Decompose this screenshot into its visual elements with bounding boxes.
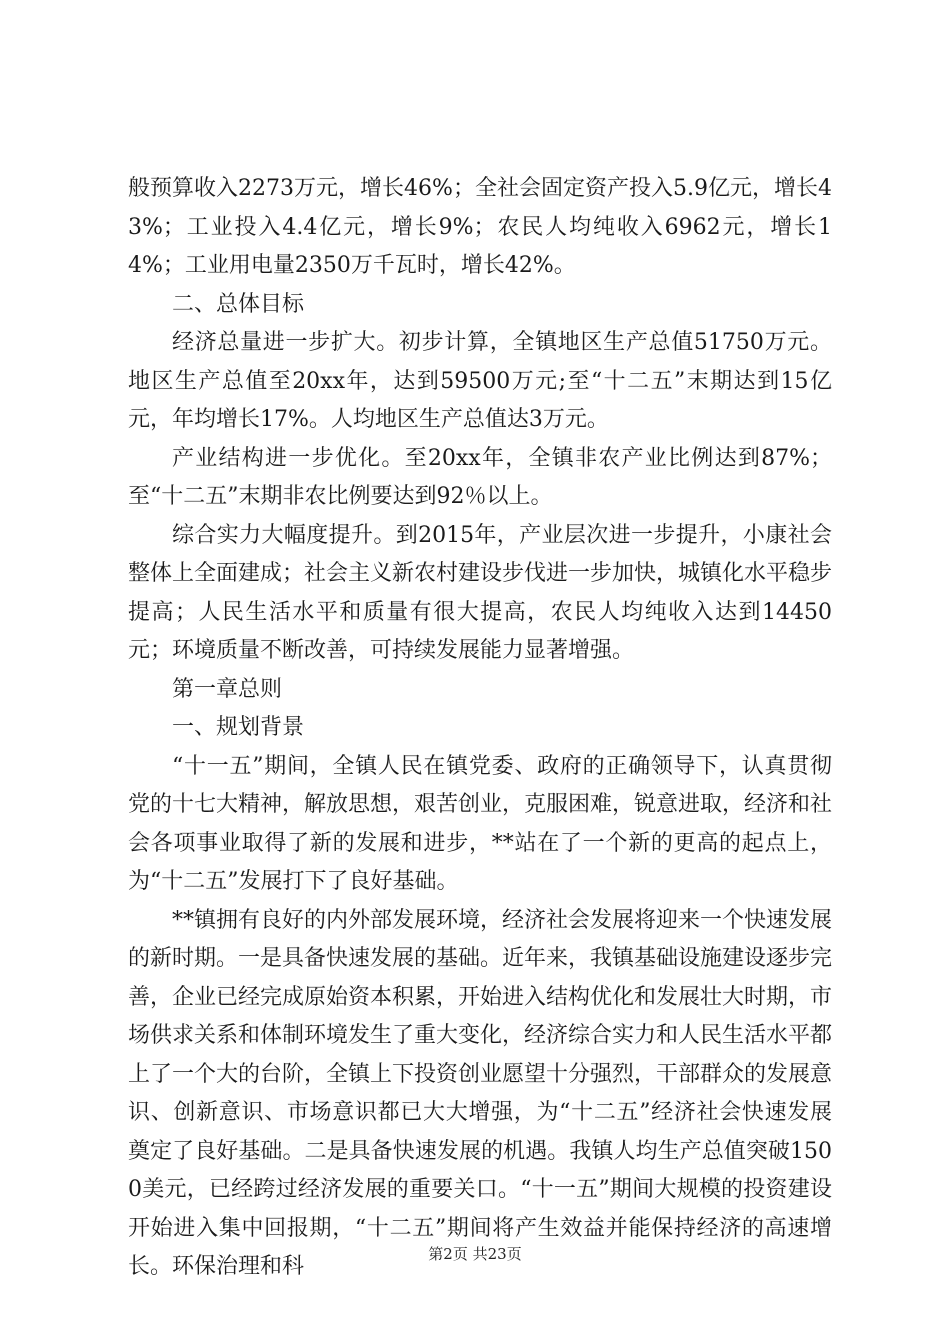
paragraph-economic-volume: 经济总量进一步扩大。初步计算，全镇地区生产总值51750万元。地区生产总值至20xx年，达到59500万元;至“十二五”末期达到15亿元，年均增长17%。人均地区生产总值达3万元。 — [128, 330, 832, 432]
document-body — [128, 170, 832, 1287]
paragraph-budget-summary: 般预算收入2273万元，增长46%；全社会固定资产投入5.9亿元，增长43%；工业投入4.4亿元，增长9%；农民人均纯收入6962元，增长14%；工业用电量2350万千瓦时，增长42%。 — [128, 176, 832, 278]
paragraph-eleventh-five-year: “十一五”期间，全镇人民在镇党委、政府的正确领导下，认真贯彻党的十七大精神，解放思想，艰苦创业，克服困难，锐意进取，经济和社会各项事业取得了新的发展和进步，**站在了一个新的更高的起点上，为“十二五”发展打下了良好基础。 — [128, 753, 833, 894]
page-number-footer: 第2页 共23页 — [428, 1245, 522, 1263]
chapter-heading-general-provisions: 第一章总则 — [172, 676, 283, 702]
paragraph-industrial-structure: 产业结构进一步优化。至20xx年，全镇非农产业比例达到87%；至“十二五”末期非农比例要达到92％以上。 — [128, 445, 832, 509]
section-heading-planning-background: 一、规划背景 — [172, 715, 305, 740]
paragraph-comprehensive-strength: 综合实力大幅度提升。到2015年，产业层次进一步提升，小康社会整体上全面建成；社会主义新农村建设步伐进一步加快，城镇化水平稳步提高；人民生活水平和质量有很大提高，农民人均纯收入达到14450元；环境质量不断改善，可持续发展能力显著增强。 — [128, 522, 833, 663]
section-heading-overall-goals: 二、总体目标 — [172, 291, 305, 317]
paragraph-development-environment: **镇拥有良好的内外部发展环境，经济社会发展将迎来一个快速发展的新时期。一是具备快速发展的基础。近年来，我镇基础设施建设逐步完善，企业已经完成原始资本积累，开始进入结构优化和发展壮大时期，市场供求关系和体制环境发生了重大变化，经济综合实力和人民生活水平都上了一个大的台阶，全镇上下投资创业愿望十分强烈，干部群众的发展意识、创新意识、市场意识都已大大增强，为“十二五”经济社会快速发展奠定了良好基础。二是具备快速发展的机遇。我镇人均生产总值突破1500美元，已经跨过经济发展的重要关口。“十一五”期间大规模的投资建设开始进入集中回报期，“十二五”期间将产生效益并能保持经济的高速增长。环保治理和科 — [128, 907, 833, 1279]
